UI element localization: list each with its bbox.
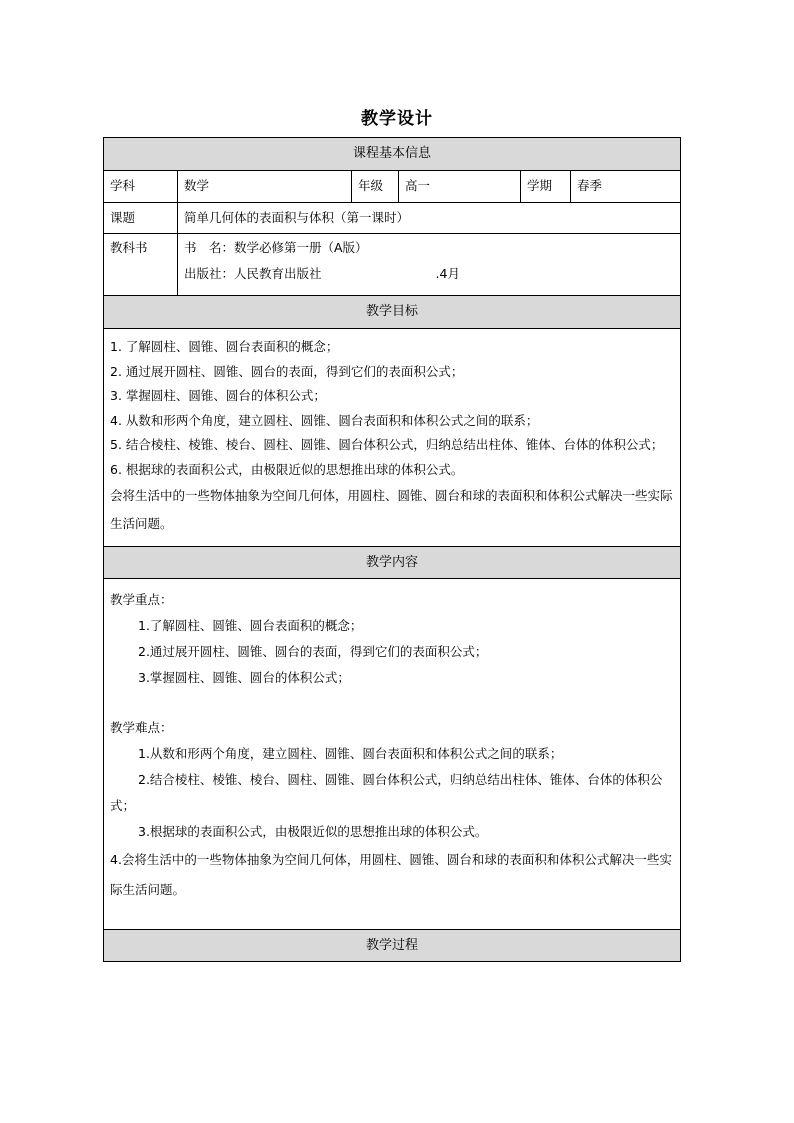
publisher: 出版社：人民教育出版社: [184, 265, 322, 281]
difficulties-label: 教学难点：: [110, 720, 173, 735]
objective-item: 会将生活中的一些物体抽象为空间几何体，用圆柱、圆锥、圆台和球的表面积和体积公式解决一些实际生活问题。: [110, 488, 673, 531]
section-header-basic-info: 课程基本信息: [104, 138, 681, 171]
semester-value: 春季: [571, 171, 681, 203]
objective-item: 6. 根据球的表面积公式，由极限近似的思想推出球的体积公式。: [110, 461, 464, 477]
objective-item: 3. 掌握圆柱、圆锥、圆台的体积公式；: [110, 388, 326, 403]
content-spacer: [110, 691, 674, 715]
lesson-design-table: [103, 137, 681, 962]
objective-item: 2. 通过展开圆柱、圆锥、圆台的表面，得到它们的表面积公式；: [110, 363, 464, 379]
textbook-value: [178, 234, 681, 296]
textbook-label: 教科书: [104, 234, 178, 296]
semester-label: 学期: [521, 171, 571, 203]
textbook-publisher-line: [184, 266, 674, 283]
subject-value: 数学: [178, 171, 352, 203]
section-basic-info: [104, 138, 681, 171]
key-points-label: 教学重点：: [110, 592, 173, 607]
info-row-topic: [104, 203, 681, 234]
content-body: [104, 579, 681, 930]
difficulty-item: 2.结合棱柱、棱锥、棱台、圆柱、圆锥、圆台体积公式，归纳总结出柱体、锥体、台体的体积公式；: [110, 772, 663, 813]
objectives-row: [104, 329, 681, 547]
section-header-objectives: 教学目标: [104, 296, 681, 329]
objective-item: 1. 了解圆柱、圆锥、圆台表面积的概念；: [110, 339, 339, 354]
topic-value: 简单几何体的表面积与体积（第一课时）: [178, 203, 681, 234]
objective-item: 5. 结合棱柱、棱锥、棱台、圆柱、圆锥、圆台体积公式，归纳总结出柱体、锥体、台体的体积公式；: [110, 437, 664, 452]
difficulty-item: 3.根据球的表面积公式，由极限近似的思想推出球的体积公式。: [138, 824, 488, 839]
textbook-name: 书 名：数学必修第一册（A版）: [184, 240, 368, 255]
section-header-process: 教学过程: [104, 930, 681, 962]
objectives-list: [104, 329, 681, 547]
key-point-item: 3.掌握圆柱、圆锥、圆台的体积公式；: [138, 670, 350, 685]
content-row: [104, 579, 681, 930]
subject-label: 学科: [104, 171, 178, 203]
difficulty-item: 4.会将生活中的一些物体抽象为空间几何体，用圆柱、圆锥、圆台和球的表面积和体积公式解决一些实际生活问题。: [110, 852, 672, 897]
section-content: [104, 547, 681, 579]
grade-label: 年级: [352, 171, 399, 203]
section-header-content: 教学内容: [104, 547, 681, 579]
section-process: [104, 930, 681, 962]
objective-item: 4. 从数和形两个角度，建立圆柱、圆锥、圆台表面积和体积公式之间的联系；: [110, 412, 539, 428]
grade-value: 高一: [399, 171, 521, 203]
topic-label: 课题: [104, 203, 178, 234]
edition-date: .4月: [435, 265, 460, 281]
page-title: 教学设计: [361, 109, 433, 129]
key-point-item: 2.通过展开圆柱、圆锥、圆台的表面，得到它们的表面积公式；: [138, 644, 488, 659]
info-row-textbook: [104, 234, 681, 296]
section-objectives: [104, 296, 681, 329]
info-row-subject: [104, 171, 681, 203]
key-point-item: 1.了解圆柱、圆锥、圆台表面积的概念；: [138, 618, 363, 633]
difficulty-item: 1.从数和形两个角度，建立圆柱、圆锥、圆台表面积和体积公式之间的联系；: [138, 746, 563, 761]
